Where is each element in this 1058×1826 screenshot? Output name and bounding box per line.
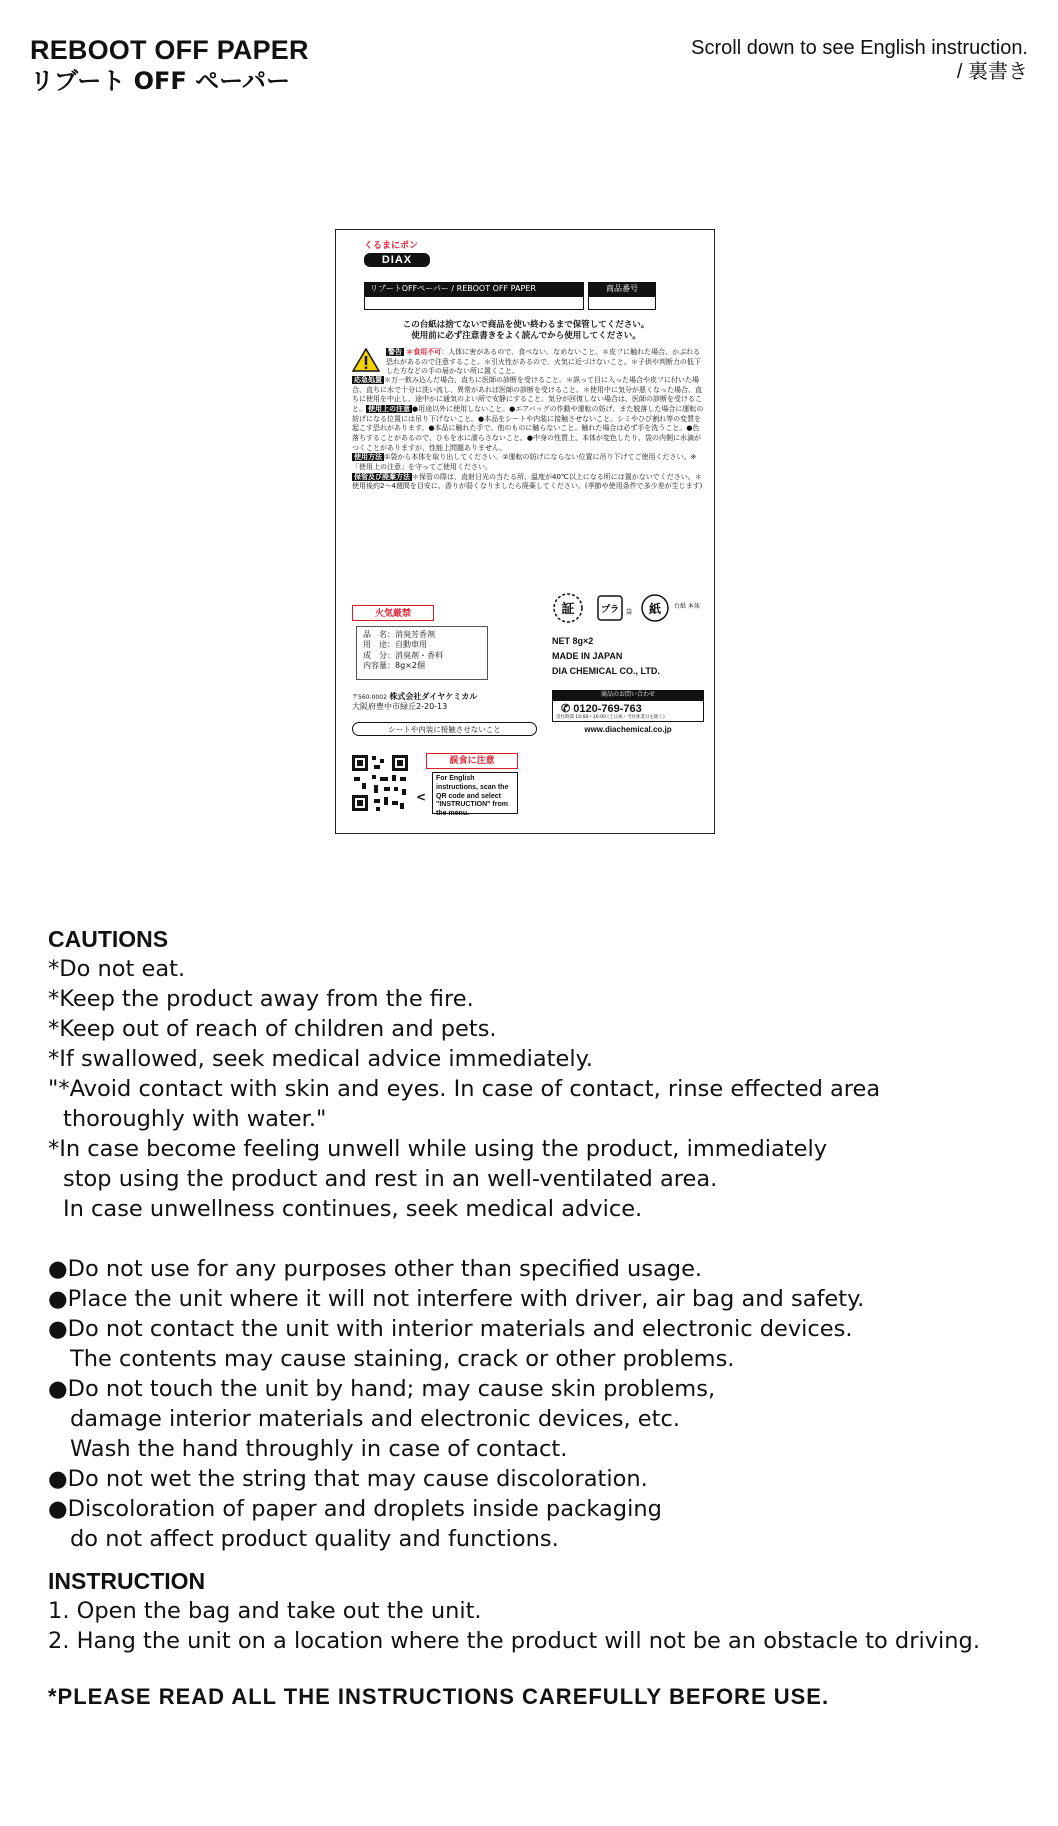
- storage-body: ＊保管の際は、直射日光の当たる所、温度が40℃以上になる所には置かないでください。＊使用後約2〜4週間を目安に、香りが弱くなりましたら廃棄してください。(季節や使用条件で多少差が生じます): [352, 472, 703, 491]
- qr-instruction-note: For English instructions, scan the QR code and select "INSTRUCTION" from the menu.: [432, 772, 518, 814]
- bullet-item: ●Place the unit where it will not interfere with driver, air bag and safety.: [48, 1286, 865, 1312]
- first-aid-body: ＊万一飲み込んだ場合、直ちに医師の診断を受けること。＊誤って目に入った場合や皮フに付いた場合、直ちに水で十分に洗い流し、異常があれば医師の診断を受けること。＊使用中に気分が悪くなった場合、直ちに使用を中止し、途中かに通気のよい所で安静にすること。気分が回復しない場合は、医師の診断を受けること。: [352, 376, 702, 413]
- page-title: REBOOT OFF PAPER: [30, 35, 309, 65]
- recycle-marks: [550, 590, 705, 628]
- warning-text: [386, 348, 706, 377]
- usage-body: ●用途以外に使用しないこと。●エアバッグの作動や運転の妨げ、また脱落した場合に運転の妨げになる位置には吊り下げないこと。●本品をシートや内装に接触させないこと。シミやひび割れ等の変質を起こす恐れがあります。●本品に触れた手で、他のものに触らないこと。触れた場合は必ず手を洗うこと。●色落ちすることがあるので、ひもを水に濡らさないこと。●中身の性質上、本体が変色したり、袋の内側に水滴がつくことがありますが、性能上問題ありません。: [352, 404, 704, 452]
- usage-tag: 使用上の注意: [368, 404, 410, 413]
- mark-label: 紙: [648, 602, 662, 616]
- website-link[interactable]: www.diachemical.co.jp: [584, 725, 672, 734]
- service-hours: 受付時間 10:00〜16:00 (土日祝・当社休業日を除く): [556, 715, 665, 720]
- final-notice: *PLEASE READ ALL THE INSTRUCTIONS CAREFULLY BEFORE USE.: [48, 1684, 830, 1709]
- bullet-item: ●Do not contact the unit with interior materials and electronic devices.: [48, 1316, 853, 1342]
- mark-label: プラ: [600, 605, 620, 615]
- english-instructions: [48, 924, 1038, 1712]
- spec-line: 成 分：消臭剤・香料: [363, 650, 443, 660]
- brand-tagline: くるまにポン: [364, 241, 419, 251]
- warning-tag: 警告: [388, 348, 402, 356]
- company-address: [352, 692, 522, 713]
- phone-number-text: 0120-769-763: [573, 703, 642, 715]
- precautions-text: [352, 376, 704, 492]
- mark-label: 台紙 本体: [674, 603, 700, 610]
- caution-item: *Keep out of reach of children and pets.: [48, 1016, 497, 1042]
- brand-logo: [364, 238, 430, 267]
- instruction-step: 1. Open the bag and take out the unit.: [48, 1598, 482, 1624]
- caution-item-continued: thoroughly with water.": [63, 1106, 327, 1132]
- net-weight: NET 8g×2: [552, 636, 594, 646]
- page-title-japanese: リブート OFF ペーパー: [30, 67, 290, 96]
- inquiry-box: [552, 700, 704, 722]
- instruction-step: 2. Hang the unit on a location where the product will not be an obstacle to driving.: [48, 1628, 980, 1654]
- title-block: [30, 34, 309, 98]
- scroll-note-line: / 裏書き: [956, 61, 1028, 84]
- method-body: ①袋から本体を取り出してください。②運転の妨げにならない位置に吊り下げてご使用ください。※「使用上の注意」を守ってご使用ください。: [352, 453, 697, 471]
- product-name-label: リブートOFFペーパー / REBOOT OFF PAPER: [364, 282, 584, 296]
- bullet-item-continued: damage interior materials and electronic devices, etc.: [70, 1406, 680, 1432]
- warning-body: ：人体に害があるので、食べない、なめないこと。＊皮フに触れた場合、かぶれる恐れがあるので注意すること。＊引火性があるので、火気に近づけないこと。＊子供や判断力の低下した方などの手の届かない所に置くこと。: [386, 348, 701, 376]
- product-code-box: [588, 296, 656, 310]
- scroll-note: [691, 36, 1028, 85]
- bullet-item-continued: Wash the hand throughly in case of contact.: [70, 1436, 568, 1462]
- caution-item-continued: stop using the product and rest in an well-ventilated area.: [63, 1166, 718, 1192]
- warning-triangle-icon: [352, 348, 380, 372]
- not-edible-label: ＊食用不可: [406, 348, 442, 356]
- method-tag: 使用方法: [354, 453, 382, 462]
- contact-warning: シートや内装に接触させないこと: [352, 722, 537, 736]
- no-fire-badge: 火気厳禁: [352, 605, 434, 621]
- postal-code: 〒560-0002: [352, 694, 387, 701]
- company-name-jp: 株式会社ダイヤケミカル: [389, 692, 478, 701]
- phone-icon: ✆: [561, 703, 571, 715]
- caution-item: *If swallowed, seek medical advice immediately.: [48, 1046, 593, 1072]
- bullet-item: ●Do not use for any purposes other than specified usage.: [48, 1256, 703, 1282]
- caution-item-continued: In case unwellness continues, seek medical advice.: [63, 1196, 643, 1222]
- spec-line: 内容量：8g×2個: [363, 661, 425, 671]
- bullet-item: ●Discoloration of paper and droplets inside packaging: [48, 1496, 662, 1522]
- spec-line: 品 名：消臭芳香剤: [363, 630, 435, 639]
- company-name-en: DIA CHEMICAL CO., LTD.: [552, 665, 660, 676]
- inquiry-label: 商品のお問い合わせ: [552, 690, 704, 700]
- qr-code-icon[interactable]: [350, 753, 410, 813]
- spec-line: 用 途：自動車用: [363, 640, 427, 650]
- mark-label: 証: [561, 602, 575, 617]
- product-info: [552, 634, 712, 679]
- spec-table: [356, 626, 488, 680]
- diax-logo: DIAX: [364, 253, 430, 267]
- do-not-eat-badge: 誤食に注意: [426, 753, 518, 769]
- caution-item: *Do not eat.: [48, 956, 186, 982]
- first-aid-tag: 応急処置: [354, 376, 382, 384]
- notice-line: 使用前に必ず注意書きをよく読んでから使用してください。: [411, 331, 641, 342]
- product-code-label: 商品番号: [588, 282, 656, 296]
- notice-line: この台紙は捨てないで商品を使い終わるまで保管してください。: [402, 320, 650, 330]
- product-name-box: [364, 296, 584, 310]
- caution-item: *In case become feeling unwell while using the product, immediately: [48, 1136, 828, 1162]
- instruction-heading: INSTRUCTION: [48, 1568, 206, 1594]
- bullet-item: ●Do not touch the unit by hand; may cause skin problems,: [48, 1376, 716, 1402]
- made-in: MADE IN JAPAN: [552, 650, 623, 661]
- caution-item: "*Avoid contact with skin and eyes. In case of contact, rinse effected area: [48, 1076, 881, 1102]
- cautions-heading: CAUTIONS: [48, 926, 169, 952]
- bullet-item-continued: The contents may cause staining, crack or other problems.: [70, 1346, 735, 1372]
- caution-item: *Keep the product away from the fire.: [48, 986, 474, 1012]
- bullet-item-continued: do not affect product quality and functions.: [70, 1526, 559, 1552]
- storage-tag: 保管及び廃棄方法: [354, 472, 410, 481]
- scroll-note-line: Scroll down to see English instruction.: [691, 37, 1028, 59]
- product-label-card: [335, 229, 715, 834]
- bullet-item: ●Do not wet the string that may cause discoloration.: [48, 1466, 648, 1492]
- arrow-left-icon: <: [416, 790, 427, 804]
- street-address: 大阪府豊中市緑丘2-20-13: [352, 702, 448, 712]
- mark-label: 袋: [626, 609, 633, 616]
- keep-card-notice: [346, 320, 706, 342]
